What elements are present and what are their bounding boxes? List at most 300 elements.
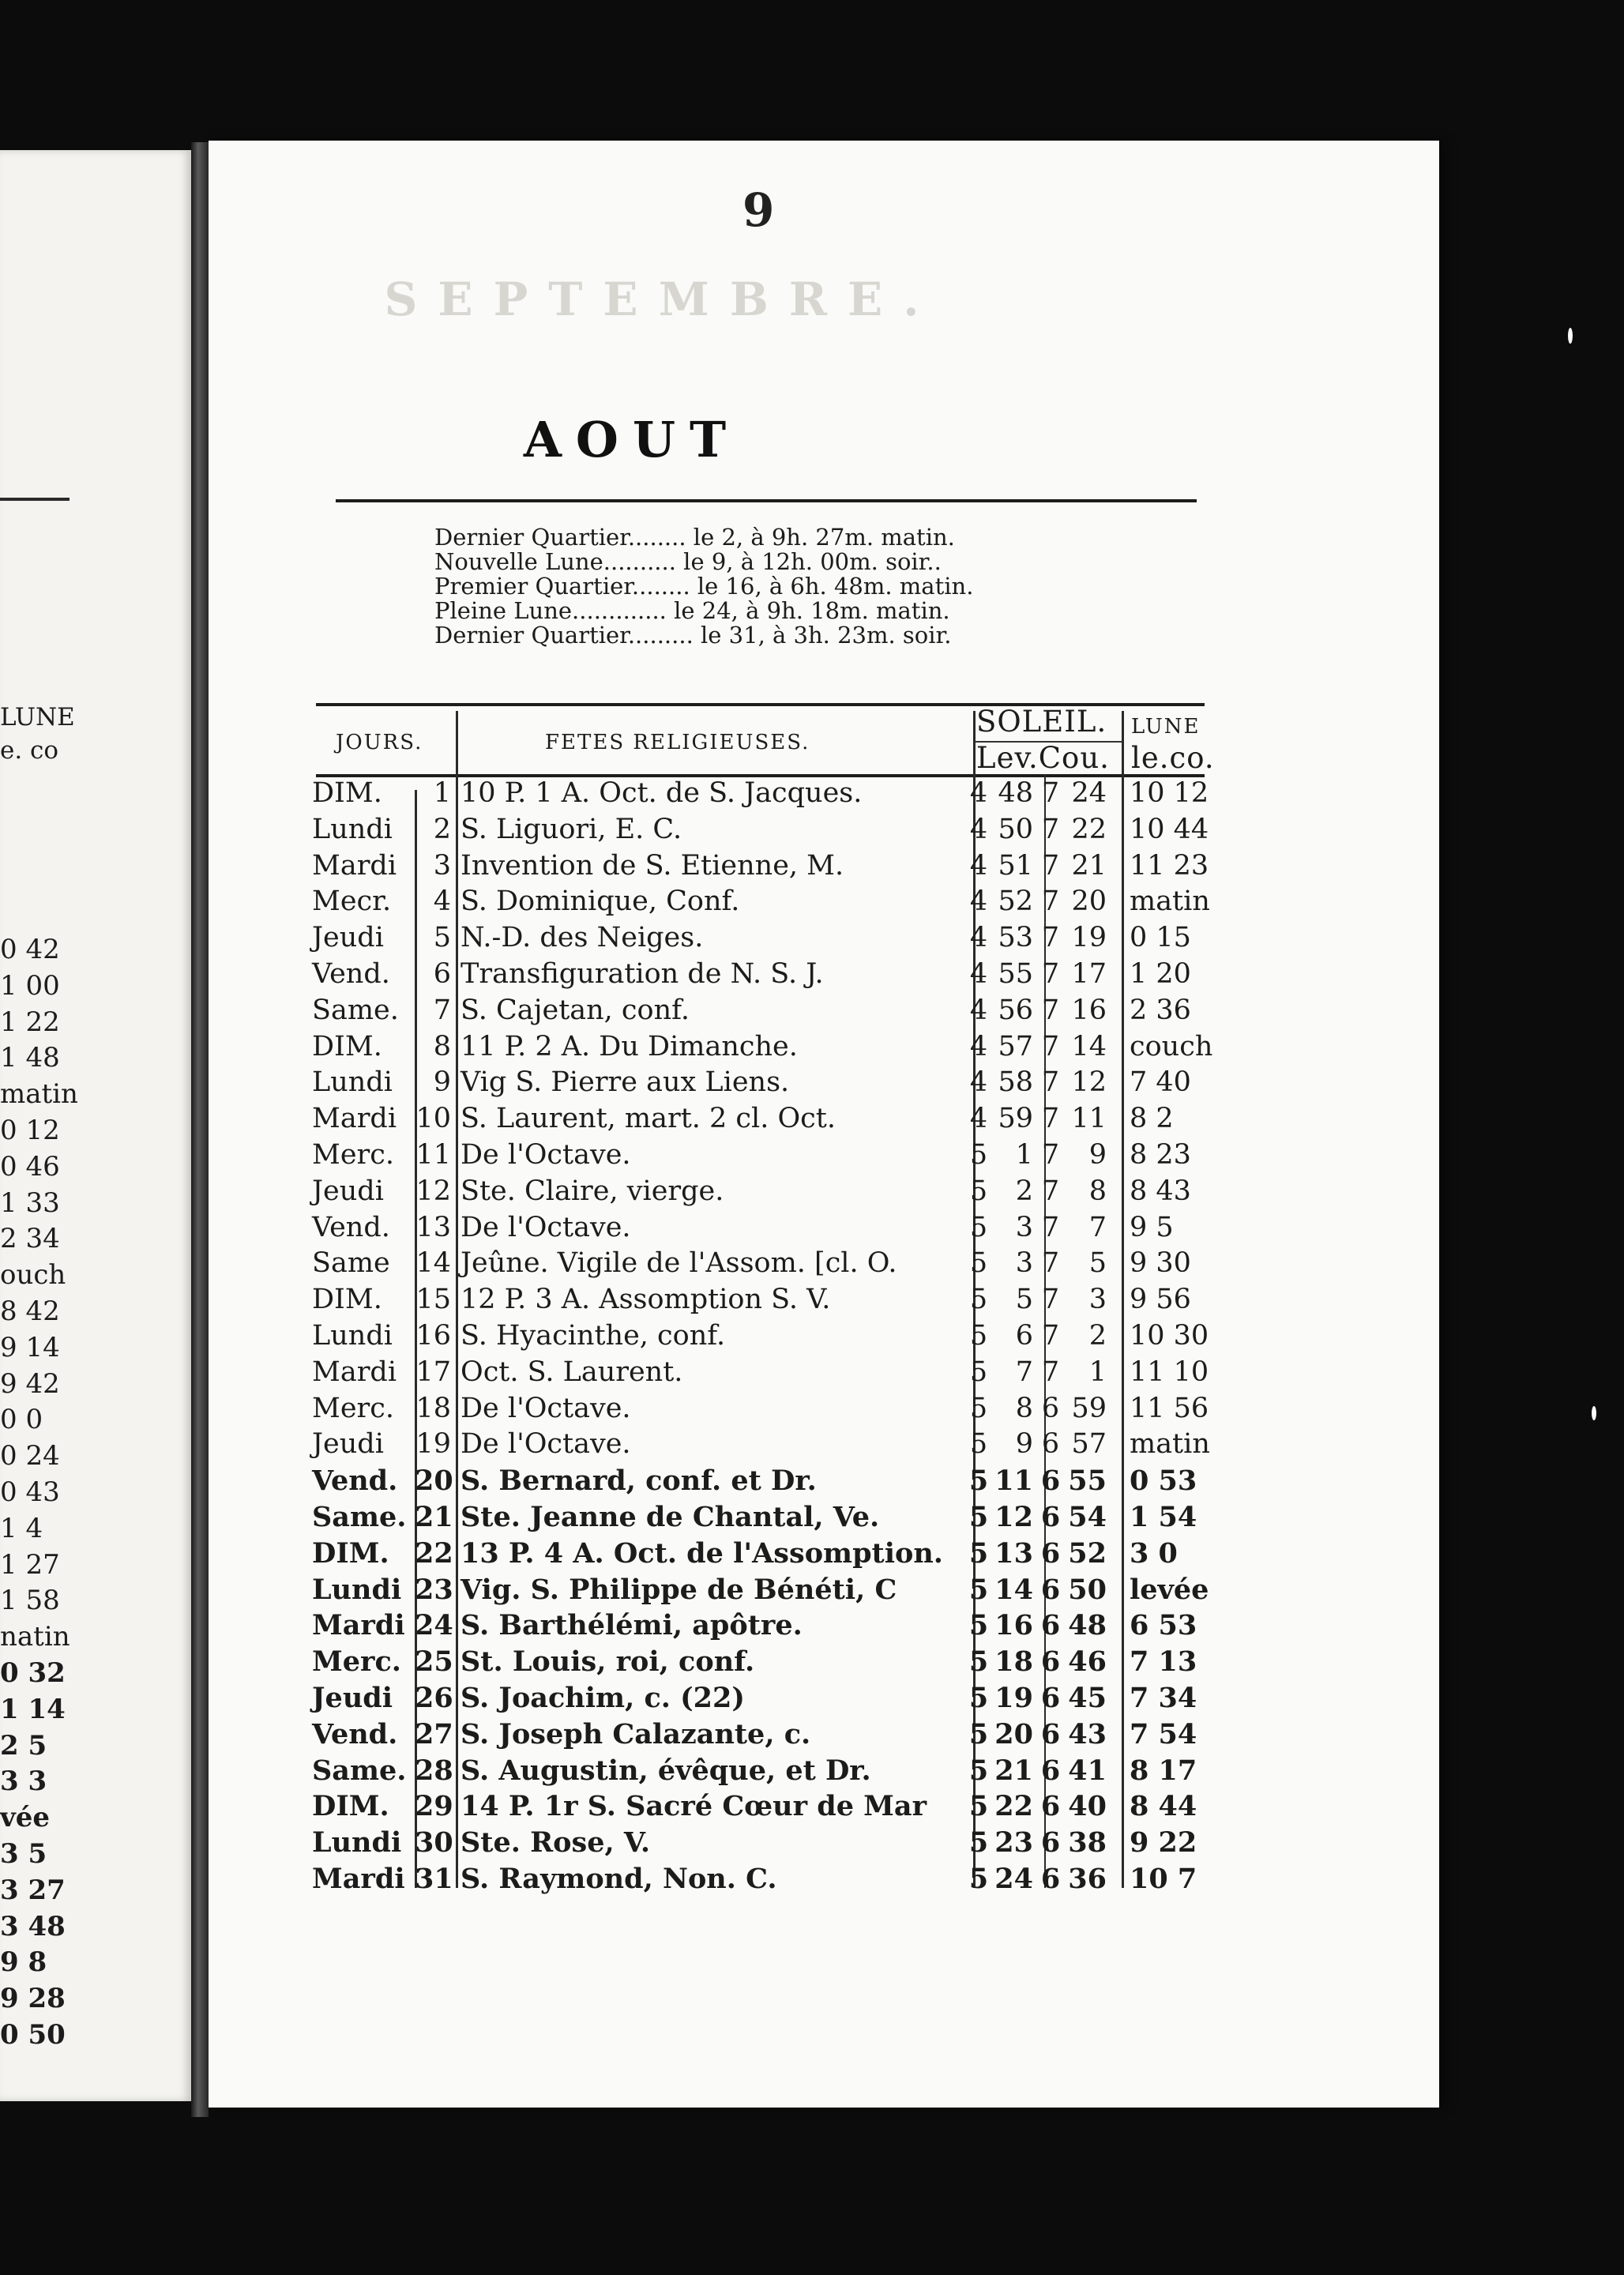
- moon-time: 10 12: [1130, 777, 1209, 809]
- sunset-minute: 20: [1071, 886, 1107, 918]
- table-row: [312, 848, 1260, 885]
- soleil-underline: [975, 741, 1122, 743]
- sunset-hour: 6: [1040, 1754, 1061, 1787]
- table-row: [312, 1101, 1260, 1138]
- sunrise-minute: 59: [998, 1103, 1033, 1135]
- day-number: 21: [415, 1500, 453, 1533]
- header-lev-cou: Lev.Cou.: [976, 741, 1110, 775]
- header-soleil: SOLEIL.: [976, 705, 1107, 739]
- left-moon-value: 1 00: [0, 969, 60, 1002]
- moon-phase-line: Dernier Quartier......... le 31, à 3h. 23m. soir.: [434, 622, 952, 649]
- day-name: Lundi: [312, 1573, 402, 1606]
- sunrise-minute: 3: [1015, 1211, 1033, 1243]
- top-rule: [336, 499, 1197, 502]
- day-name: Mardi: [312, 1356, 397, 1388]
- moon-time: matin: [1130, 1428, 1210, 1461]
- table-row: [312, 1138, 1260, 1174]
- table-row: [312, 1355, 1260, 1391]
- left-moon-value: 2 34: [0, 1223, 60, 1255]
- left-moon-value: matin: [0, 1078, 78, 1111]
- sunrise-minute: 22: [994, 1790, 1033, 1823]
- sunset-hour: 7: [1041, 1319, 1060, 1352]
- sunrise-hour: 5: [968, 1536, 989, 1570]
- sunset-hour: 7: [1041, 1356, 1060, 1388]
- day-name: DIM.: [312, 1536, 389, 1570]
- day-name: Same: [312, 1247, 390, 1280]
- sunrise-hour: 5: [969, 1356, 988, 1388]
- day-name: Merc.: [312, 1392, 395, 1424]
- sunrise-hour: 5: [969, 1138, 988, 1171]
- left-moon-value: 1 22: [0, 1006, 60, 1038]
- left-moon-value: 0 42: [0, 934, 60, 965]
- sunset-hour: 6: [1040, 1790, 1061, 1823]
- sunrise-hour: 5: [968, 1717, 989, 1750]
- sunset-hour: 7: [1041, 849, 1060, 882]
- table-row: [312, 1717, 1260, 1753]
- day-name: DIM.: [312, 1284, 382, 1316]
- day-number: 3: [433, 849, 451, 882]
- sunset-minute: 54: [1068, 1500, 1107, 1533]
- sunset-minute: 5: [1088, 1247, 1107, 1280]
- sunset-hour: 7: [1041, 1284, 1060, 1316]
- sunset-minute: 12: [1071, 1066, 1107, 1099]
- moon-time: 7 13: [1130, 1645, 1197, 1679]
- sunrise-hour: 5: [969, 1284, 988, 1316]
- day-number: 19: [415, 1428, 451, 1461]
- sunrise-hour: 5: [969, 1319, 988, 1352]
- sunrise-hour: 4: [969, 777, 988, 809]
- month-title: AOUT: [523, 411, 741, 468]
- table-row: [312, 1680, 1260, 1717]
- table-row: [312, 1065, 1260, 1101]
- day-name: Lundi: [312, 1319, 393, 1352]
- day-number: 24: [415, 1609, 453, 1642]
- day-number: 7: [433, 994, 451, 1026]
- sunrise-minute: 48: [998, 777, 1033, 809]
- sunset-minute: 21: [1071, 849, 1107, 882]
- day-name: Lundi: [312, 1826, 402, 1859]
- day-name: Jeudi: [312, 1175, 384, 1207]
- sunrise-minute: 11: [994, 1465, 1033, 1498]
- sunset-minute: 2: [1088, 1319, 1107, 1352]
- sunset-minute: 3: [1088, 1284, 1107, 1316]
- sunset-hour: 6: [1041, 1428, 1060, 1461]
- table-row: [312, 1391, 1260, 1427]
- sunset-hour: 7: [1041, 1030, 1060, 1062]
- day-number: 5: [433, 922, 451, 954]
- table-row: [312, 1608, 1260, 1644]
- day-number: 13: [415, 1211, 451, 1243]
- day-number: 14: [415, 1247, 451, 1280]
- sunrise-minute: 2: [1015, 1175, 1033, 1207]
- sunset-minute: 19: [1071, 922, 1107, 954]
- left-moon-value: 3 48: [0, 1910, 66, 1942]
- moon-time: 10 44: [1130, 813, 1209, 845]
- feast-name: S. Hyacinthe, conf.: [461, 1319, 726, 1352]
- left-moon-value: 9 14: [0, 1331, 60, 1363]
- moon-time: couch: [1130, 1030, 1213, 1062]
- sunrise-hour: 5: [968, 1790, 989, 1823]
- table-row: [312, 1572, 1260, 1608]
- moon-time: 0 53: [1130, 1465, 1197, 1498]
- book-spine: [191, 142, 209, 2117]
- sunrise-hour: 4: [969, 849, 988, 882]
- moon-time: 3 0: [1130, 1536, 1178, 1570]
- left-moon-value: 0 24: [0, 1440, 60, 1472]
- table-row: [312, 1644, 1260, 1680]
- sunset-minute: 55: [1068, 1465, 1107, 1498]
- day-number: 22: [415, 1536, 453, 1570]
- sunrise-minute: 24: [994, 1862, 1033, 1895]
- feast-name: Invention de S. Etienne, M.: [461, 849, 844, 882]
- sunset-minute: 22: [1071, 813, 1107, 845]
- day-name: Mardi: [312, 849, 397, 882]
- sunset-hour: 7: [1041, 1066, 1060, 1099]
- sunset-minute: 8: [1088, 1175, 1107, 1207]
- left-moon-value: 9 42: [0, 1367, 60, 1400]
- sunrise-hour: 4: [969, 922, 988, 954]
- sunset-hour: 7: [1041, 1175, 1060, 1207]
- feast-name: S. Joachim, c. (22): [461, 1681, 745, 1714]
- day-number: 28: [415, 1754, 453, 1787]
- moon-time: 9 56: [1130, 1284, 1191, 1316]
- feast-name: St. Louis, roi, conf.: [461, 1645, 755, 1679]
- sunset-hour: 7: [1041, 922, 1060, 954]
- day-name: DIM.: [312, 1030, 382, 1062]
- sunrise-minute: 3: [1015, 1247, 1033, 1280]
- sunrise-hour: 5: [968, 1681, 989, 1714]
- table-row: [312, 957, 1260, 993]
- sunset-minute: 40: [1068, 1790, 1107, 1823]
- moon-time: 8 17: [1130, 1754, 1197, 1787]
- sunset-minute: 24: [1071, 777, 1107, 809]
- sunrise-hour: 4: [969, 886, 988, 918]
- sunrise-hour: 5: [968, 1500, 989, 1533]
- day-number: 30: [415, 1826, 453, 1859]
- feast-name: Ste. Jeanne de Chantal, Ve.: [461, 1500, 880, 1533]
- day-number: 4: [433, 886, 451, 918]
- sunrise-minute: 50: [998, 813, 1033, 845]
- sunset-minute: 9: [1088, 1138, 1107, 1171]
- feast-name: 10 P. 1 A. Oct. de S. Jacques.: [461, 777, 863, 809]
- sunset-hour: 6: [1040, 1609, 1061, 1642]
- sunrise-minute: 1: [1015, 1138, 1033, 1171]
- sunrise-minute: 56: [998, 994, 1033, 1026]
- sunrise-hour: 5: [969, 1247, 988, 1280]
- sunrise-minute: 53: [998, 922, 1033, 954]
- feast-name: De l'Octave.: [461, 1392, 631, 1424]
- day-number: 25: [415, 1645, 453, 1679]
- feast-name: De l'Octave.: [461, 1211, 631, 1243]
- page-number: 9: [742, 183, 775, 237]
- sunrise-hour: 5: [969, 1428, 988, 1461]
- moon-time: 6 53: [1130, 1609, 1197, 1642]
- moon-time: 8 43: [1130, 1175, 1191, 1207]
- sunrise-hour: 5: [968, 1826, 989, 1859]
- left-moon-value: 0 32: [0, 1656, 66, 1689]
- left-moon-value: 0 43: [0, 1476, 60, 1508]
- day-name: Mecr.: [312, 886, 392, 918]
- moon-time: 9 30: [1130, 1247, 1191, 1280]
- left-moon-value: 3 3: [0, 1765, 47, 1798]
- day-number: 6: [433, 957, 451, 990]
- feast-name: S. Laurent, mart. 2 cl. Oct.: [461, 1103, 836, 1135]
- day-name: Vend.: [312, 1465, 398, 1498]
- sunset-hour: 7: [1041, 1103, 1060, 1135]
- day-number: 15: [415, 1284, 451, 1316]
- left-moon-value: 0 46: [0, 1150, 60, 1183]
- feast-name: 14 P. 1r S. Sacré Cœur de Mar: [461, 1790, 927, 1823]
- sunrise-minute: 8: [1015, 1392, 1033, 1424]
- day-name: Lundi: [312, 1066, 393, 1099]
- day-name: DIM.: [312, 1790, 389, 1823]
- feast-name: Ste. Claire, vierge.: [461, 1175, 724, 1207]
- page-speck: [1568, 328, 1573, 344]
- sunset-hour: 6: [1040, 1536, 1061, 1570]
- table-row: [312, 1427, 1260, 1463]
- sunset-minute: 46: [1068, 1645, 1107, 1679]
- sunset-minute: 17: [1071, 957, 1107, 990]
- left-moon-value: 1 14: [0, 1693, 66, 1725]
- sunset-minute: 52: [1068, 1536, 1107, 1570]
- sunset-hour: 7: [1041, 1138, 1060, 1171]
- day-name: DIM.: [312, 777, 382, 809]
- left-moon-value: 1 33: [0, 1186, 60, 1219]
- day-name: Vend.: [312, 1211, 390, 1243]
- calendar-table: [312, 776, 1260, 1897]
- day-number: 29: [415, 1790, 453, 1823]
- day-name: Same.: [312, 1754, 407, 1787]
- day-name: Jeudi: [312, 922, 384, 954]
- table-row: [312, 812, 1260, 848]
- feast-name: De l'Octave.: [461, 1138, 631, 1171]
- moon-time: 7 34: [1130, 1681, 1197, 1714]
- sunrise-hour: 5: [969, 1392, 988, 1424]
- day-number: 9: [433, 1066, 451, 1099]
- sunset-minute: 48: [1068, 1609, 1107, 1642]
- sunrise-minute: 5: [1015, 1284, 1033, 1316]
- sunrise-hour: 5: [969, 1211, 988, 1243]
- sunrise-hour: 4: [969, 1103, 988, 1135]
- feast-name: S. Bernard, conf. et Dr.: [461, 1465, 817, 1498]
- left-moon-column: [0, 932, 87, 2054]
- moon-time: 8 44: [1130, 1790, 1197, 1823]
- moon-time: 11 23: [1130, 849, 1209, 882]
- table-row: [312, 1282, 1260, 1318]
- day-name: Same.: [312, 1500, 407, 1533]
- feast-name: 12 P. 3 A. Assomption S. V.: [461, 1284, 831, 1316]
- header-fetes: FETES RELIGIEUSES.: [545, 731, 810, 754]
- day-number: 17: [415, 1356, 451, 1388]
- day-name: Same.: [312, 994, 399, 1026]
- left-page-rule: [0, 498, 70, 501]
- sunrise-hour: 4: [969, 994, 988, 1026]
- sunset-hour: 6: [1040, 1645, 1061, 1679]
- day-name: Lundi: [312, 813, 393, 845]
- day-number: 18: [415, 1392, 451, 1424]
- moon-time: 0 15: [1130, 922, 1191, 954]
- sunset-hour: 6: [1040, 1573, 1061, 1606]
- moon-time: 8 23: [1130, 1138, 1191, 1171]
- feast-name: S. Cajetan, conf.: [461, 994, 690, 1026]
- sunset-hour: 6: [1041, 1392, 1060, 1424]
- sunset-hour: 7: [1041, 1211, 1060, 1243]
- feast-name: S. Dominique, Conf.: [461, 886, 740, 918]
- left-moon-value: 1 48: [0, 1042, 60, 1074]
- sunrise-minute: 7: [1015, 1356, 1033, 1388]
- day-number: 8: [433, 1030, 451, 1062]
- day-number: 31: [415, 1862, 453, 1895]
- day-name: Vend.: [312, 957, 390, 990]
- sunrise-minute: 14: [994, 1573, 1033, 1606]
- sunset-minute: 57: [1071, 1428, 1107, 1461]
- moon-time: 8 2: [1130, 1103, 1174, 1135]
- table-row: [312, 920, 1260, 957]
- sunrise-minute: 52: [998, 886, 1033, 918]
- left-moon-header: LUNE: [0, 703, 75, 731]
- sunrise-minute: 16: [994, 1609, 1033, 1642]
- day-number: 23: [415, 1573, 453, 1606]
- sunrise-hour: 5: [968, 1573, 989, 1606]
- table-row: [312, 1536, 1260, 1572]
- day-name: Mardi: [312, 1862, 405, 1895]
- feast-name: Vig. S. Philippe de Bénéti, C: [461, 1573, 897, 1606]
- feast-name: Oct. S. Laurent.: [461, 1356, 683, 1388]
- feast-name: S. Liguori, E. C.: [461, 813, 682, 845]
- table-row: [312, 1174, 1260, 1210]
- left-moon-value: 1 58: [0, 1585, 60, 1617]
- sunset-minute: 38: [1068, 1826, 1107, 1859]
- sunrise-minute: 58: [998, 1066, 1033, 1099]
- day-number: 12: [415, 1175, 451, 1207]
- day-name: Jeudi: [312, 1428, 384, 1461]
- sunrise-minute: 21: [994, 1754, 1033, 1787]
- day-name: Merc.: [312, 1138, 395, 1171]
- sunrise-hour: 5: [968, 1862, 989, 1895]
- moon-time: 11 10: [1130, 1356, 1209, 1388]
- table-row: [312, 1029, 1260, 1066]
- left-moon-value: vée: [0, 1802, 51, 1834]
- day-number: 16: [415, 1319, 451, 1352]
- moon-phase-line: Premier Quartier........ le 16, à 6h. 48m. matin.: [434, 573, 974, 600]
- table-row: [312, 1788, 1260, 1825]
- day-name: Mardi: [312, 1103, 397, 1135]
- moon-phase-line: Nouvelle Lune.......... le 9, à 12h. 00m. soir..: [434, 548, 942, 575]
- moon-time: 10 30: [1130, 1319, 1209, 1352]
- sunrise-minute: 13: [994, 1536, 1033, 1570]
- header-lune: LUNE: [1131, 715, 1201, 739]
- table-row: [312, 1318, 1260, 1355]
- left-moon-value: 9 8: [0, 1946, 47, 1979]
- left-moon-value: ouch: [0, 1259, 66, 1292]
- left-moon-value: 0 50: [0, 2018, 66, 2051]
- moon-time: 9 5: [1130, 1211, 1174, 1243]
- left-moon-subheader: e. co: [0, 736, 59, 765]
- sunset-minute: 16: [1071, 994, 1107, 1026]
- day-name: Vend.: [312, 1717, 398, 1750]
- sunset-hour: 7: [1041, 1247, 1060, 1280]
- sunset-hour: 6: [1040, 1862, 1061, 1895]
- sunset-minute: 36: [1068, 1862, 1107, 1895]
- day-name: Jeudi: [312, 1681, 393, 1714]
- table-row: [312, 1499, 1260, 1536]
- sunrise-hour: 5: [968, 1754, 989, 1787]
- moon-phase-line: Dernier Quartier........ le 2, à 9h. 27m. matin.: [434, 524, 955, 551]
- page-speck: [1592, 1406, 1596, 1420]
- sunset-hour: 7: [1041, 994, 1060, 1026]
- table-row: [312, 1210, 1260, 1247]
- feast-name: N.-D. des Neiges.: [461, 922, 704, 954]
- table-row: [312, 1861, 1260, 1897]
- sunrise-minute: 18: [994, 1645, 1033, 1679]
- moon-time: 7 54: [1130, 1717, 1197, 1750]
- sunrise-minute: 6: [1015, 1319, 1033, 1352]
- sunset-hour: 6: [1040, 1826, 1061, 1859]
- table-row: [312, 993, 1260, 1029]
- sunset-minute: 59: [1071, 1392, 1107, 1424]
- sunset-hour: 6: [1040, 1465, 1061, 1498]
- day-number: 10: [415, 1103, 451, 1135]
- table-row: [312, 1246, 1260, 1282]
- sunrise-minute: 51: [998, 849, 1033, 882]
- moon-time: 11 56: [1130, 1392, 1209, 1424]
- feast-name: S. Barthélémi, apôtre.: [461, 1609, 803, 1642]
- sunset-minute: 14: [1071, 1030, 1107, 1062]
- feast-name: 13 P. 4 A. Oct. de l'Assomption.: [461, 1536, 943, 1570]
- table-row: [312, 1753, 1260, 1789]
- sunset-hour: 7: [1041, 886, 1060, 918]
- feast-name: De l'Octave.: [461, 1428, 631, 1461]
- left-moon-value: 2 5: [0, 1729, 47, 1762]
- feast-name: 11 P. 2 A. Du Dimanche.: [461, 1030, 798, 1062]
- moon-time: 1 20: [1130, 957, 1191, 990]
- day-number: 2: [433, 813, 451, 845]
- sunset-minute: 43: [1068, 1717, 1107, 1750]
- table-row: [312, 1463, 1260, 1499]
- sunset-hour: 7: [1041, 957, 1060, 990]
- moon-time: 2 36: [1130, 994, 1191, 1026]
- left-moon-value: 3 27: [0, 1874, 66, 1906]
- table-row: [312, 884, 1260, 920]
- left-moon-value: 1 27: [0, 1548, 60, 1581]
- moon-time: matin: [1130, 886, 1210, 918]
- sunset-minute: 45: [1068, 1681, 1107, 1714]
- moon-phase-line: Pleine Lune............. le 24, à 9h. 18m. matin.: [434, 597, 950, 624]
- feast-name: Ste. Rose, V.: [461, 1826, 651, 1859]
- table-row: [312, 776, 1260, 812]
- left-moon-value: 0 0: [0, 1404, 43, 1436]
- moon-time: 1 54: [1130, 1500, 1197, 1533]
- moon-time: 7 40: [1130, 1066, 1191, 1099]
- sunset-hour: 6: [1040, 1681, 1061, 1714]
- day-number: 26: [415, 1681, 453, 1714]
- sunset-hour: 7: [1041, 777, 1060, 809]
- sunrise-hour: 5: [969, 1175, 988, 1207]
- sunrise-minute: 19: [994, 1681, 1033, 1714]
- feast-name: Vig S. Pierre aux Liens.: [461, 1066, 790, 1099]
- sunrise-minute: 12: [994, 1500, 1033, 1533]
- sunrise-hour: 4: [969, 957, 988, 990]
- left-moon-value: 0 12: [0, 1114, 60, 1146]
- left-moon-value: 1 4: [0, 1512, 43, 1544]
- sunset-hour: 6: [1040, 1500, 1061, 1533]
- sunrise-minute: 57: [998, 1030, 1033, 1062]
- sunrise-hour: 5: [968, 1609, 989, 1642]
- feast-name: S. Augustin, évêque, et Dr.: [461, 1754, 871, 1787]
- left-moon-value: 9 28: [0, 1983, 66, 2015]
- day-number: 1: [433, 777, 451, 809]
- sunrise-hour: 5: [968, 1645, 989, 1679]
